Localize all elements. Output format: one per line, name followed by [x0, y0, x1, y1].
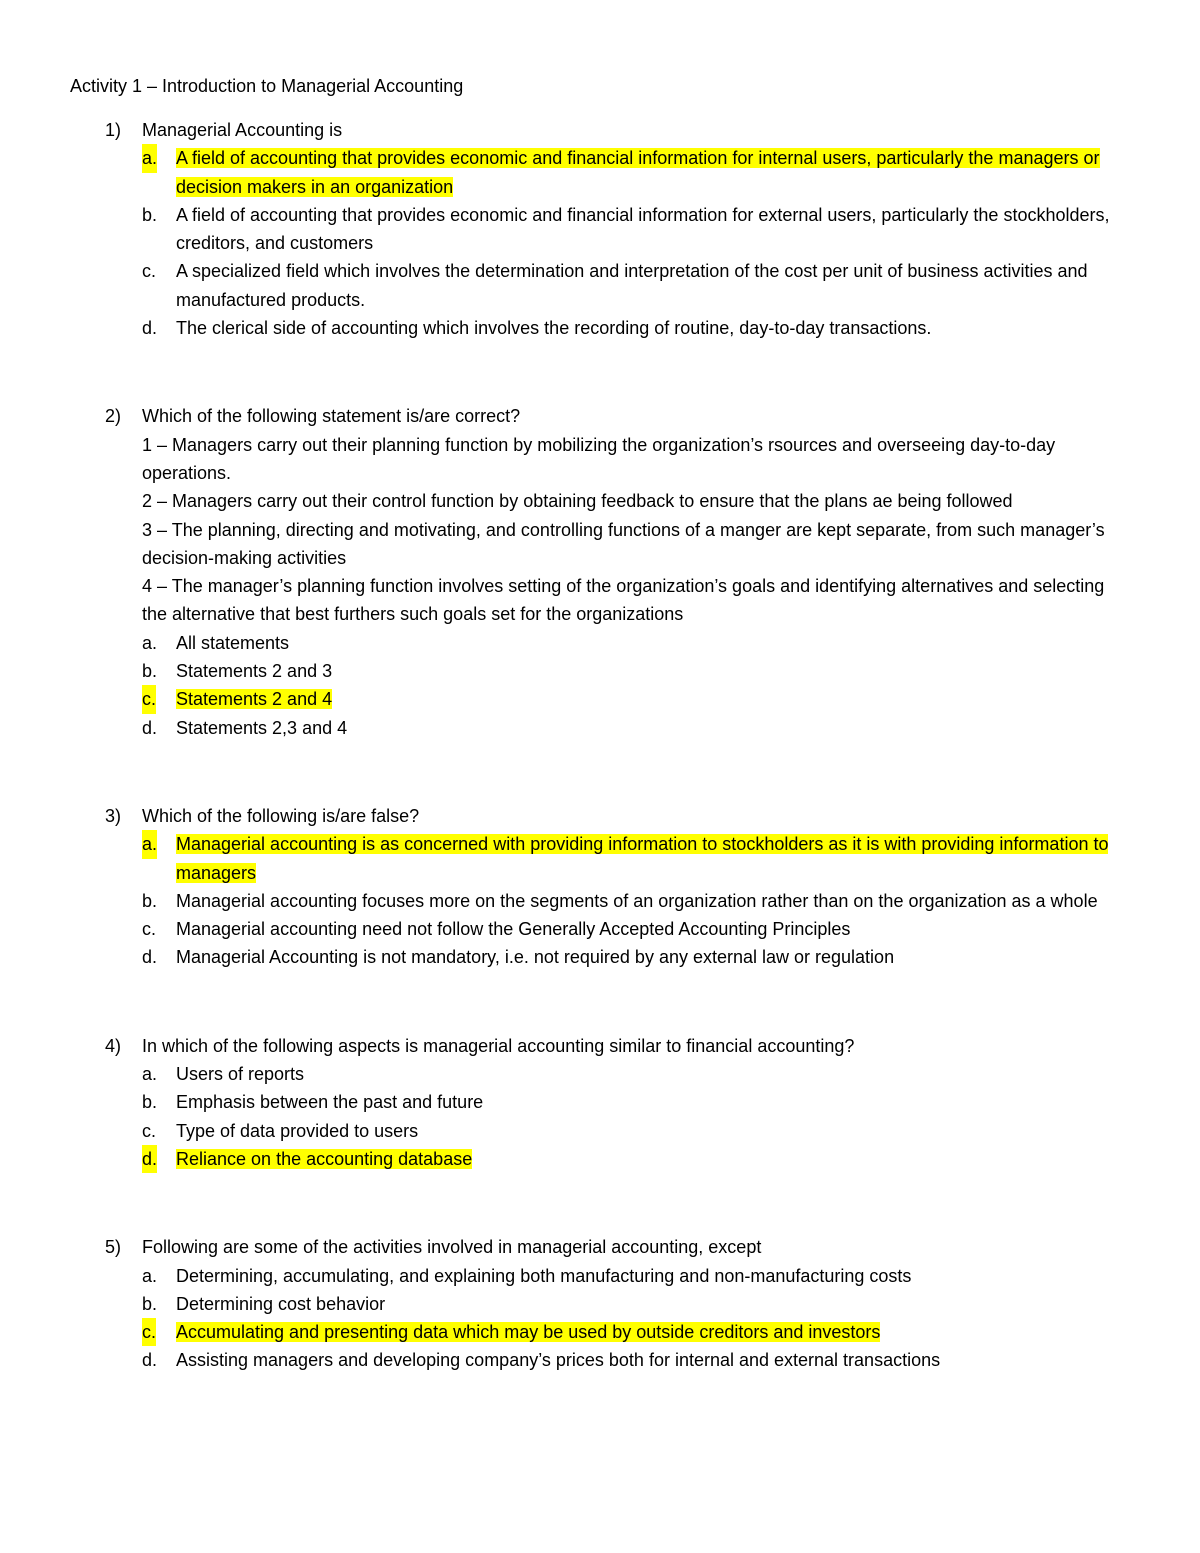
question-stem: [70, 1233, 1130, 1261]
question-number: 2): [105, 406, 122, 427]
option-letter: d.: [142, 318, 158, 339]
option-text: Managerial accounting focuses more on the segments of an organization rather than on the organization as a whole: [176, 890, 1098, 911]
option-text: Managerial accounting need not follow the Generally Accepted Accounting Principles: [176, 919, 851, 940]
option-text: Determining cost behavior: [176, 1293, 386, 1314]
question-text: In which of the following aspects is managerial accounting similar to financial accounting?: [142, 1035, 855, 1056]
option-text: Managerial Accounting is not mandatory, i.e. not required by any external law or regulation: [176, 947, 895, 968]
statement-3: 3 – The planning, directing and motivating, and controlling functions of a manger are kept separate, from such manager’s decision-making activities: [142, 519, 1105, 568]
option-a: [70, 629, 1130, 657]
option-text: The clerical side of accounting which involves the recording of routine, day-to-day transactions.: [176, 318, 932, 339]
option-a: [70, 830, 1130, 887]
question-2: [70, 402, 1130, 742]
option-text: Statements 2 and 4: [176, 689, 333, 710]
option-c: [70, 685, 1130, 713]
option-letter: a.: [142, 1064, 158, 1085]
statement-4: 4 – The manager’s planning function involves setting of the organization’s goals and identifying alternatives and selecting the alternative that best furthers such goals set for the organizations: [142, 576, 1105, 625]
option-text: Assisting managers and developing company’s prices both for internal and external transactions: [176, 1350, 941, 1371]
option-c: [70, 1117, 1130, 1145]
document-title: Activity 1 – Introduction to Managerial Accounting: [70, 76, 464, 96]
option-d: [70, 1346, 1130, 1374]
option-d: [70, 943, 1130, 971]
option-c: [70, 257, 1130, 314]
question-number: 5): [105, 1237, 122, 1258]
question-5: [70, 1233, 1130, 1374]
option-letter: a.: [142, 632, 158, 653]
question-text: Following are some of the activities involved in managerial accounting, except: [142, 1237, 762, 1258]
option-letter: d.: [142, 1350, 158, 1371]
option-letter: c.: [142, 261, 157, 282]
option-letter: a.: [142, 144, 157, 172]
question-stem: [70, 116, 1130, 144]
option-text: Emphasis between the past and future: [176, 1092, 484, 1113]
question-text: Which of the following statement is/are correct?: [142, 406, 521, 427]
option-b: [70, 201, 1130, 258]
question-text: Managerial Accounting is: [142, 120, 343, 140]
option-text: Determining, accumulating, and explaining both manufacturing and non-manufacturing costs: [176, 1265, 912, 1286]
question-stem: [70, 802, 1130, 830]
option-b: [70, 657, 1130, 685]
option-b: [70, 887, 1130, 915]
option-b: [70, 1290, 1130, 1318]
option-b: [70, 1088, 1130, 1116]
option-letter: b.: [142, 661, 158, 682]
question-4: [70, 1032, 1130, 1173]
option-letter: c.: [142, 1318, 156, 1346]
option-d: [70, 1145, 1130, 1173]
question-text: Which of the following is/are false?: [142, 805, 420, 826]
option-text: Accumulating and presenting data which may be used by outside creditors and investors: [176, 1322, 881, 1343]
statement-1: 1 – Managers carry out their planning function by mobilizing the organization’s rsources and overseeing day-to-day operations.: [142, 434, 1056, 483]
option-text: Statements 2,3 and 4: [176, 717, 348, 738]
option-c: [70, 915, 1130, 943]
question-1: [70, 116, 1130, 342]
option-letter: a.: [142, 830, 157, 858]
option-letter: c.: [142, 685, 156, 713]
spacer: [70, 1173, 1130, 1233]
option-a: [70, 1060, 1130, 1088]
option-letter: d.: [142, 717, 158, 738]
option-a: [70, 144, 1130, 201]
question-number: 3): [105, 805, 122, 826]
option-text: Statements 2 and 3: [176, 661, 333, 682]
option-text: Managerial accounting is as concerned with providing information to stockholders as it is with providing information to managers: [176, 834, 1109, 883]
option-c: [70, 1318, 1130, 1346]
option-d: [70, 314, 1130, 342]
option-letter: a.: [142, 1265, 158, 1286]
option-letter: b.: [142, 1293, 158, 1314]
option-letter: b.: [142, 204, 158, 225]
option-d: [70, 714, 1130, 742]
statement-2: 2 – Managers carry out their control function by obtaining feedback to ensure that the plans ae being followed: [142, 491, 1013, 512]
option-a: [70, 1262, 1130, 1290]
option-text: Type of data provided to users: [176, 1120, 419, 1141]
option-letter: b.: [142, 890, 158, 911]
document-page: [70, 72, 1130, 1375]
question-number: 4): [105, 1035, 122, 1056]
option-letter: c.: [142, 919, 157, 940]
option-text: A field of accounting that provides economic and financial information for external users, particularly the stockholders, creditors, and customers: [176, 204, 1110, 254]
option-text: All statements: [176, 632, 290, 653]
option-letter: c.: [142, 1120, 157, 1141]
option-letter: d.: [142, 947, 158, 968]
spacer: [70, 742, 1130, 802]
question-number: 1): [105, 120, 122, 140]
option-text: Reliance on the accounting database: [176, 1148, 473, 1169]
question-3: [70, 802, 1130, 972]
spacer: [70, 342, 1130, 402]
question-stem: [70, 402, 1130, 430]
option-text: A field of accounting that provides economic and financial information for internal users, particularly the managers or decision makers in an organization: [176, 148, 1100, 197]
question-stem: [70, 1032, 1130, 1060]
option-letter: d.: [142, 1145, 157, 1173]
option-text: A specialized field which involves the determination and interpretation of the cost per unit of business activities and manufactured products.: [176, 261, 1088, 310]
option-text: Users of reports: [176, 1064, 305, 1085]
option-letter: b.: [142, 1092, 158, 1113]
spacer: [70, 972, 1130, 1032]
